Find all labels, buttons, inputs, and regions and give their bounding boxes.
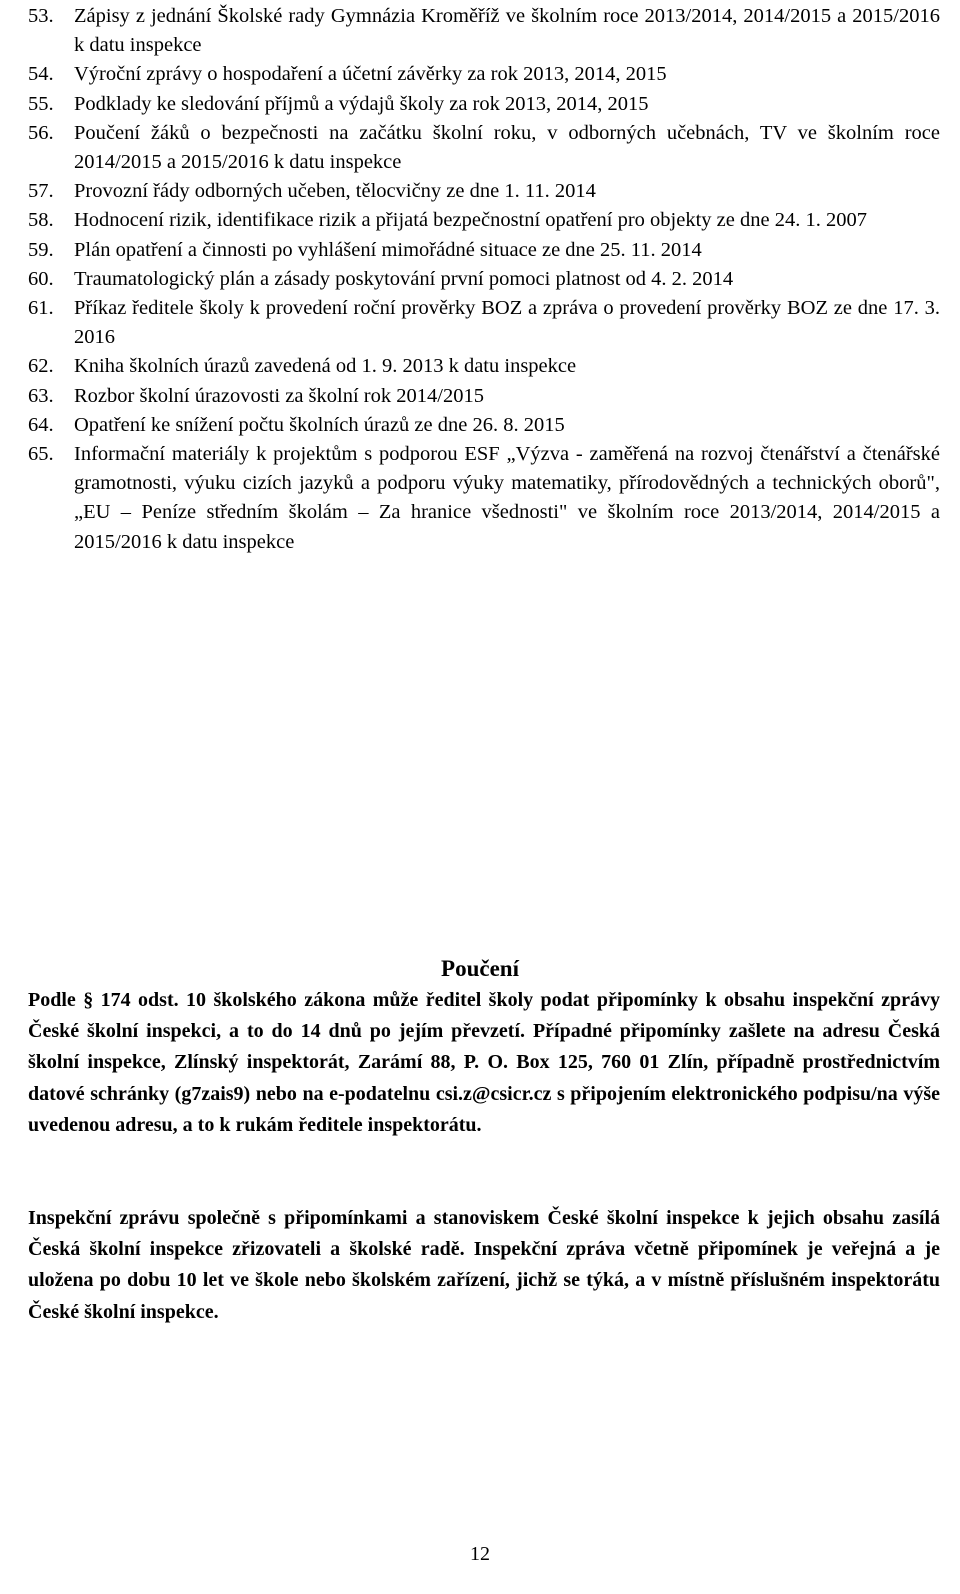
list-item	[28, 206, 940, 235]
list-item-text: Podklady ke sledování příjmů a výdajů školy za rok 2013, 2014, 2015	[74, 92, 649, 115]
document-list	[28, 2, 940, 557]
list-item-number: 65.	[28, 443, 54, 466]
list-item-number: 58.	[28, 209, 54, 232]
list-item-text: Poučení žáků o bezpečnosti na začátku školní roku, v odborných učebnách, TV ve školním roce 2014/2015 a 2015/2016 k datu inspekce	[74, 121, 940, 174]
list-item-number: 64.	[28, 413, 54, 436]
list-item-number: 63.	[28, 384, 54, 407]
list-item-text: Traumatologický plán a zásady poskytování první pomoci platnost od 4. 2. 2014	[74, 267, 734, 290]
list-item	[28, 411, 940, 440]
list-item-number: 56.	[28, 121, 54, 144]
section-heading: Poučení	[441, 956, 519, 982]
list-item-number: 60.	[28, 267, 54, 290]
page-number: 12	[470, 1543, 490, 1565]
list-item-text: Příkaz ředitele školy k provedení roční prověrky BOZ a zpráva o provedení prověrky BOZ ze dne 17. 3. 2016	[74, 297, 940, 349]
list-item	[28, 236, 940, 265]
list-item	[28, 119, 940, 177]
list-item-number: 59.	[28, 238, 54, 261]
list-item-text: Plán opatření a činnosti po vyhlášení mimořádné situace ze dne 25. 11. 2014	[74, 238, 702, 261]
list-item	[28, 60, 940, 89]
list-item	[28, 294, 940, 352]
list-item	[28, 177, 940, 206]
list-item-number: 57.	[28, 180, 54, 203]
list-item	[28, 440, 940, 557]
list-item-number: 62.	[28, 355, 54, 378]
list-item-text: Opatření ke snížení počtu školních úrazů ze dne 26. 8. 2015	[74, 413, 565, 436]
list-item	[28, 2, 940, 60]
list-item	[28, 382, 940, 411]
list-item-text: Informační materiály k projektům s podporou ESF „Výzva - zaměřená na rozvoj čtenářství a čtenářské gramotnosti, výuku cizích jazyků a podporu výuky matematiky, přírodovědných a technických oborů", „EU – Peníze středním školám – Za hranice všednosti" ve školním roce 2013/2014, 2014/2015 a 2015/2016 k datu inspekce	[74, 443, 940, 553]
notice-paragraph: Podle § 174 odst. 10 školského zákona může ředitel školy podat připomínky k obsahu inspekční zprávy České školní inspekci, a to do 14 dnů po jejím převzetí. Případné připomínky zašlete na adresu Česká školní inspekce, Zlínský inspektorát, Zarámí 88, P. O. Box 125, 760 01 Zlín, případně prostřednictvím datové schránky (g7zais9) nebo na e-podatelnu csi.z@csicr.cz s připojením elektronického podpisu/na výše uvedenou adresu, a to k rukám ředitele inspektorátu.	[28, 989, 940, 1136]
list-item-number: 53.	[28, 5, 54, 27]
list-item-number: 61.	[28, 297, 54, 320]
list-item-number: 54.	[28, 63, 54, 86]
list-item-text: Hodnocení rizik, identifikace rizik a přijatá bezpečnostní opatření pro objekty ze dne 24. 1. 2007	[74, 209, 867, 232]
list-item-text: Provozní řády odborných učeben, tělocvičny ze dne 1. 11. 2014	[74, 180, 596, 203]
list-item-number: 55.	[28, 92, 54, 115]
list-item-text: Zápisy z jednání Školské rady Gymnázia Kroměříž ve školním roce 2013/2014, 2014/2015 a 2015/2016 k datu inspekce	[74, 5, 940, 57]
list-item-text: Výroční zprávy o hospodaření a účetní závěrky za rok 2013, 2014, 2015	[74, 63, 667, 86]
list-item	[28, 352, 940, 381]
list-item-text: Rozbor školní úrazovosti za školní rok 2014/2015	[74, 384, 484, 407]
list-item	[28, 90, 940, 119]
notice-paragraph: Inspekční zprávu společně s připomínkami a stanoviskem České školní inspekce k jejich obsahu zasílá Česká školní inspekce zřizovateli a školské radě. Inspekční zpráva včetně připomínek je veřejná a je uložena po dobu 10 let ve škole nebo školském zařízení, jichž se týká, a v místně příslušném inspektorátu České školní inspekce.	[28, 1207, 940, 1323]
list-item-text: Kniha školních úrazů zavedená od 1. 9. 2013 k datu inspekce	[74, 355, 577, 378]
list-item	[28, 265, 940, 294]
